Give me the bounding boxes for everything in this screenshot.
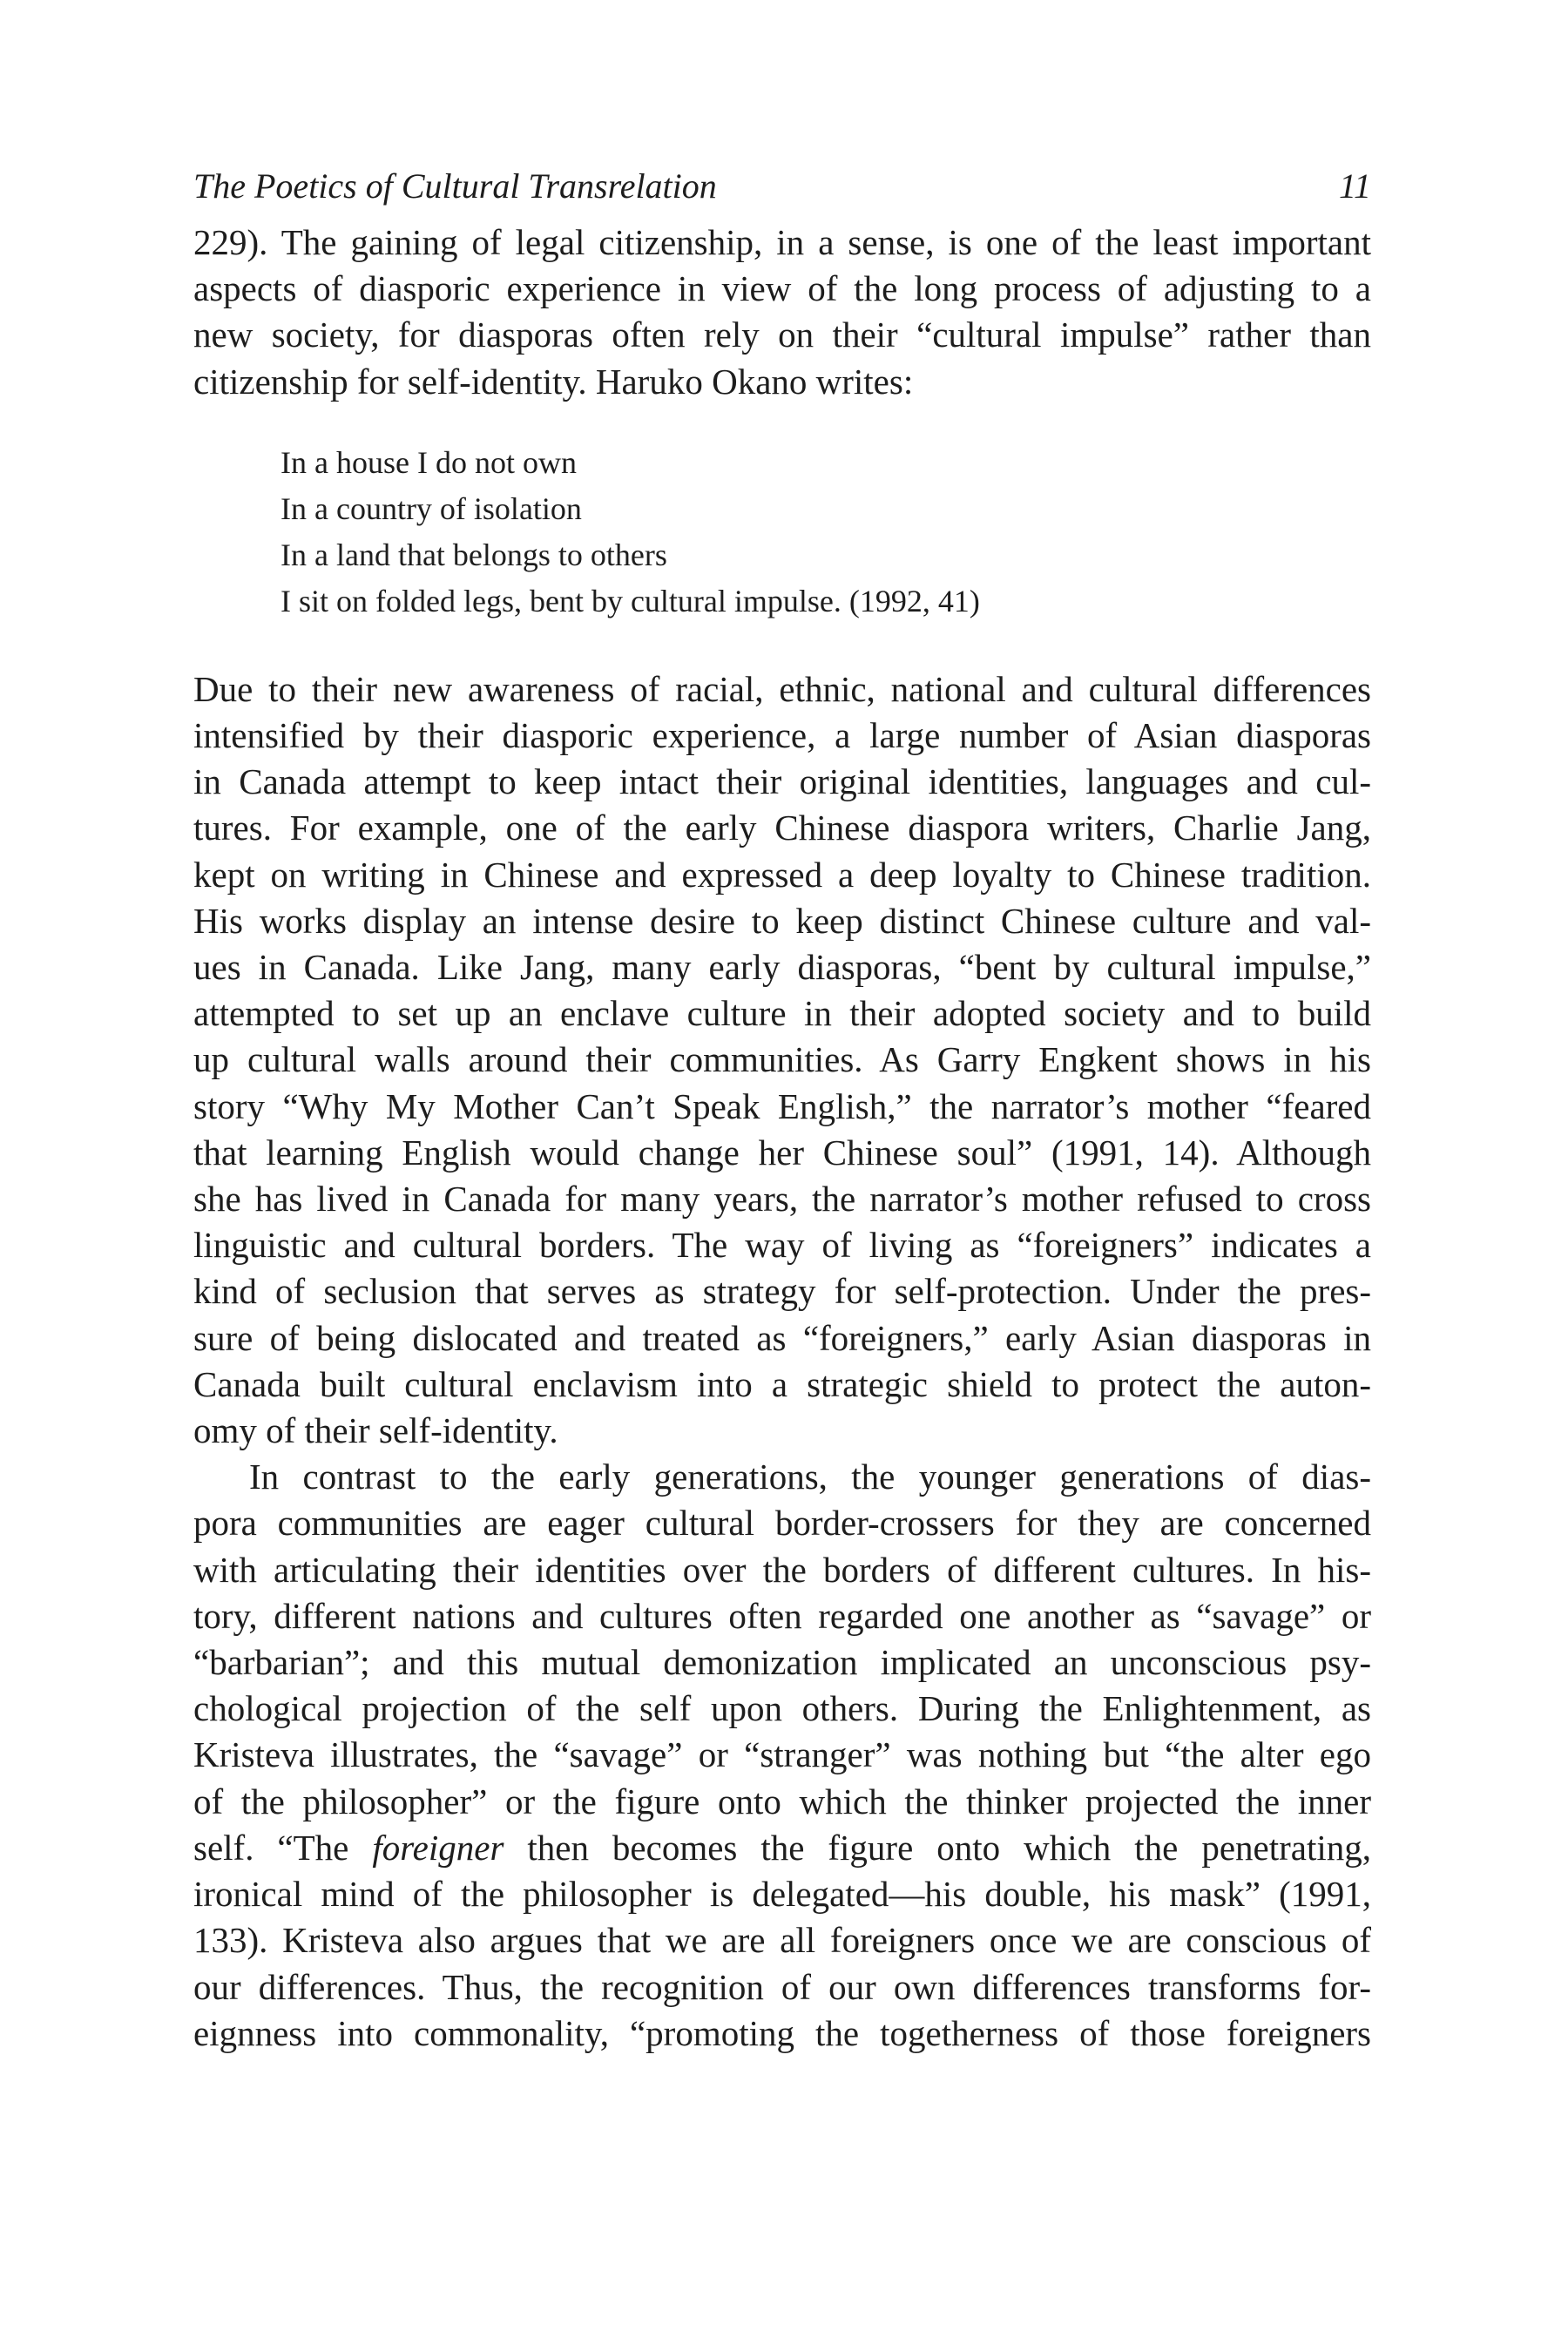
- paragraph-younger-generations: [193, 1454, 1371, 2057]
- text-line: tory, different nations and cultures often regarded one another as “savage” or: [193, 1595, 1371, 1636]
- page-number: 11: [1338, 166, 1371, 206]
- text-segment: then becomes the figure onto which the penetrating,: [504, 1827, 1371, 1868]
- text-line: eignness into commonality, “promoting the togetherness of those foreigners: [193, 2012, 1371, 2053]
- text-line: pora communities are eager cultural border-crossers for they are concerned: [193, 1503, 1371, 1544]
- paragraph-continuation: [193, 220, 1371, 405]
- text-line: story “Why My Mother Can’t Speak English,” the narrator’s mother “feared: [193, 1085, 1371, 1126]
- text-line: she has lived in Canada for many years, the narrator’s mother refused to cross: [193, 1179, 1371, 1220]
- verse-line: In a country of isolation: [280, 490, 582, 526]
- text-line: In contrast to the early generations, the younger generations of dias-: [249, 1456, 1371, 1497]
- text-line: attempted to set up an enclave culture in their adopted society and to build: [193, 993, 1371, 1034]
- text-line: tures. For example, one of the early Chinese diaspora writers, Charlie Jang,: [193, 808, 1371, 848]
- body-text: [193, 220, 1371, 2057]
- text-line: kind of seclusion that serves as strategy for self-protection. Under the pres-: [193, 1271, 1371, 1312]
- text-line: ironical mind of the philosopher is delegated—his double, his mask” (1991,: [193, 1874, 1371, 1915]
- text-line: Due to their new awareness of racial, ethnic, national and cultural differences: [193, 668, 1371, 709]
- text-line: in Canada attempt to keep intact their original identities, languages and cul-: [193, 761, 1371, 802]
- text-line: with articulating their identities over the borders of different cultures. In his-: [193, 1549, 1371, 1590]
- text-segment: self. “The: [193, 1827, 373, 1868]
- block-quote-verse: [280, 440, 1371, 625]
- text-line: ues in Canada. Like Jang, many early diasporas, “bent by cultural impulse,”: [193, 947, 1371, 988]
- verse-line: In a house I do not own: [280, 444, 577, 480]
- text-line-with-italic: [193, 1825, 1371, 1871]
- text-line: 133). Kristeva also argues that we are all foreigners once we are conscious of: [193, 1920, 1371, 1961]
- italic-word-foreigner: foreigner: [372, 1827, 504, 1868]
- text-line: Kristeva illustrates, the “savage” or “stranger” was nothing but “the alter ego: [193, 1734, 1371, 1775]
- text-line: sure of being dislocated and treated as “foreigners,” early Asian diasporas in: [193, 1317, 1371, 1358]
- text-line: citizenship for self-identity. Haruko Okano writes:: [193, 361, 914, 402]
- text-line: of the philosopher” or the figure onto which the thinker projected the inner: [193, 1781, 1371, 1821]
- text-line: that learning English would change her Chinese soul” (1991, 14). Although: [193, 1132, 1371, 1173]
- running-head: [193, 166, 1371, 220]
- text-line: “barbarian”; and this mutual demonization implicated an unconscious psy-: [193, 1642, 1371, 1683]
- text-line: omy of their self-identity.: [193, 1410, 558, 1451]
- text-line: our differences. Thus, the recognition of our own differences transforms for-: [193, 1966, 1371, 2007]
- text-line: linguistic and cultural borders. The way of living as “foreigners” indicates a: [193, 1225, 1371, 1266]
- text-line: new society, for diasporas often rely on their “cultural impulse” rather than: [193, 314, 1371, 355]
- verse-line: In a land that belongs to others: [280, 537, 667, 572]
- text-line: His works display an intense desire to keep distinct Chinese culture and val-: [193, 900, 1371, 941]
- verse-line: I sit on folded legs, bent by cultural impulse. (1992, 41): [280, 583, 980, 618]
- running-title: The Poetics of Cultural Transrelation: [193, 166, 717, 206]
- paragraph-diaspora-identities: [193, 666, 1371, 1454]
- text-line: aspects of diasporic experience in view of the long process of adjusting to a: [193, 268, 1371, 309]
- text-line: kept on writing in Chinese and expressed a deep loyalty to Chinese tradition.: [193, 854, 1371, 895]
- text-line: chological projection of the self upon others. During the Enlightenment, as: [193, 1688, 1371, 1729]
- text-line: 229). The gaining of legal citizenship, in a sense, is one of the least important: [193, 222, 1371, 262]
- text-line: Canada built cultural enclavism into a strategic shield to protect the auton-: [193, 1363, 1371, 1404]
- text-line: up cultural walls around their communities. As Garry Engkent shows in his: [193, 1039, 1371, 1080]
- book-page: [193, 166, 1371, 2057]
- text-line: intensified by their diasporic experience, a large number of Asian diasporas: [193, 715, 1371, 756]
